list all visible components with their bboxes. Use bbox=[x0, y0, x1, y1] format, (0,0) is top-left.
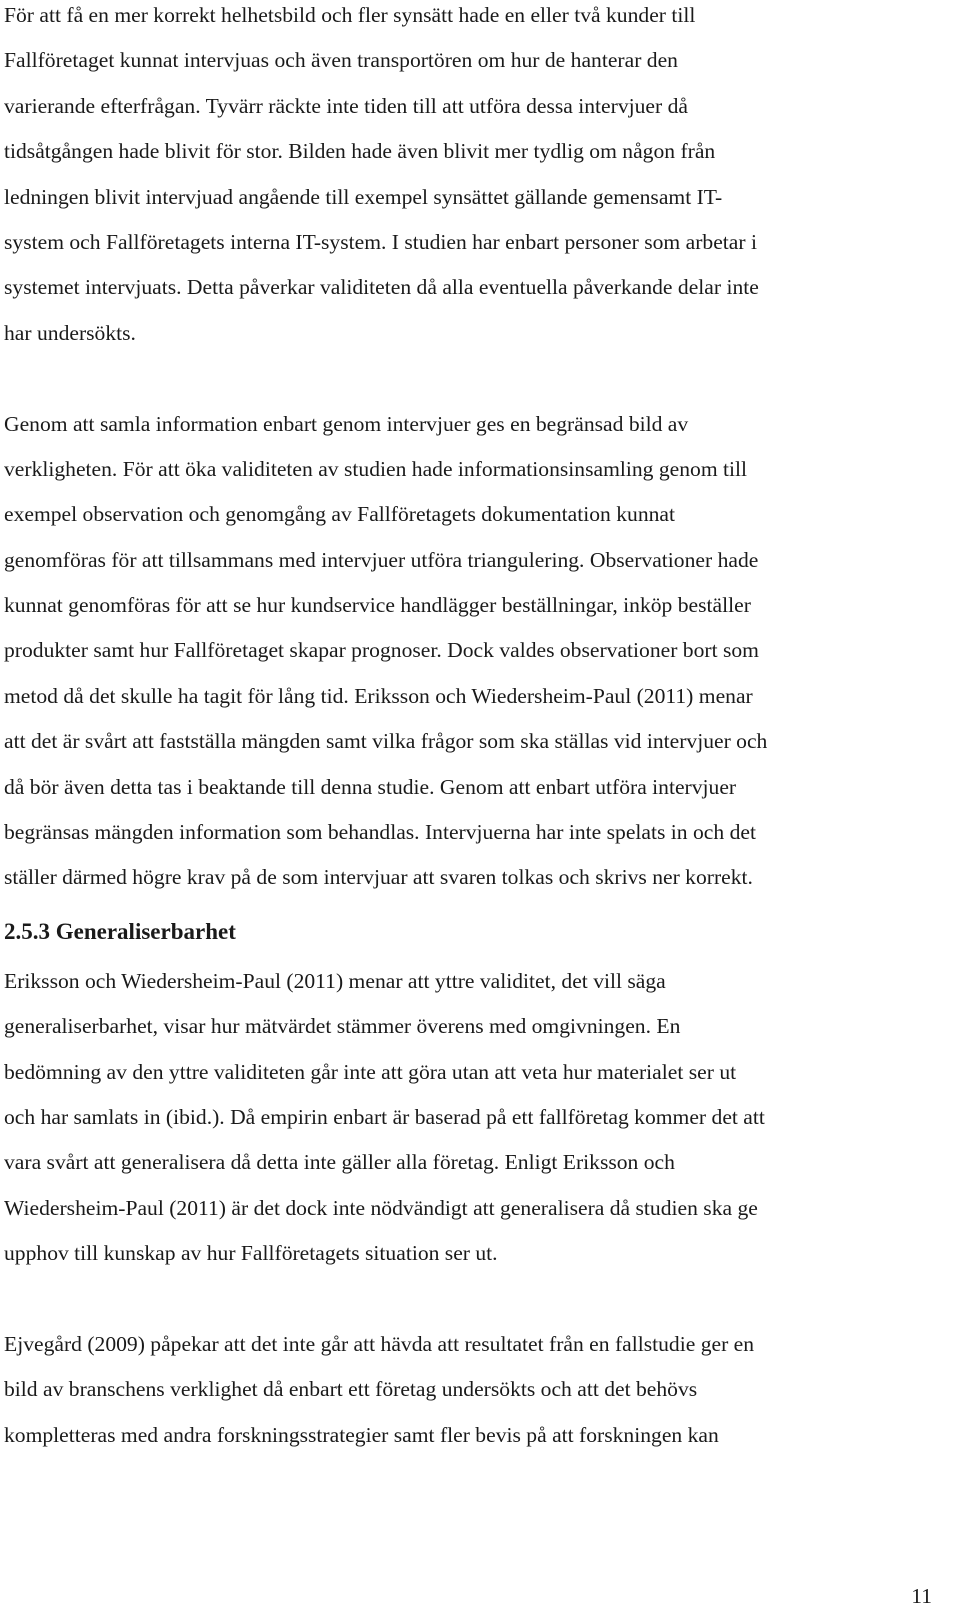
text-line: generaliserbarhet, visar hur mätvärdet stämmer överens med omgivningen. En bbox=[4, 1014, 681, 1039]
paragraph-spacer bbox=[4, 356, 940, 401]
body-paragraph-1 bbox=[4, 0, 940, 356]
text-line: då bör även detta tas i beaktande till denna studie. Genom att enbart utföra intervjuer bbox=[4, 774, 737, 799]
text-line: För att få en mer korrekt helhetsbild och fler synsätt hade en eller två kunder till bbox=[4, 3, 696, 27]
text-line: och har samlats in (ibid.). Då empirin enbart är baserad på ett fallföretag kommer det att bbox=[4, 1104, 765, 1129]
text-line: genomföras för att tillsammans med intervjuer utföra triangulering. Observationer hade bbox=[4, 547, 759, 572]
text-line: kunnat genomföras för att se hur kundservice handlägger beställningar, inköp beställer bbox=[4, 593, 751, 618]
text-line: vara svårt att generalisera då detta inte gäller alla företag. Enligt Eriksson och bbox=[4, 1150, 675, 1175]
body-paragraph-4 bbox=[4, 1322, 940, 1458]
body-paragraph-2 bbox=[4, 402, 940, 901]
text-line: begränsas mängden information som behandlas. Intervjuerna har inte spelats in och det bbox=[4, 820, 756, 845]
text-line: exempel observation och genomgång av Fallföretagets dokumentation kunnat bbox=[4, 502, 676, 527]
text-line: ställer därmed högre krav på de som intervjuar att svaren tolkas och skrivs ner korrekt. bbox=[4, 865, 753, 890]
page-number: 11 bbox=[911, 1584, 932, 1608]
text-line: varierande efterfrågan. Tyvärr räckte inte tiden till att utföra dessa intervjuer då bbox=[4, 93, 688, 118]
text-line: system och Fallföretagets interna IT-system. I studien har enbart personer som arbetar i bbox=[4, 229, 757, 254]
text-line: Eriksson och Wiedersheim-Paul (2011) menar att yttre validitet, det vill säga bbox=[4, 968, 666, 993]
text-line: Fallföretaget kunnat intervjuas och även transportören om hur de hanterar den bbox=[4, 48, 678, 73]
text-line: metod då det skulle ha tagit för lång tid. Eriksson och Wiedersheim-Paul (2011) menar bbox=[4, 683, 753, 708]
text-line: kompletteras med andra forskningsstrategier samt fler bevis på att forskningen kan bbox=[4, 1422, 719, 1447]
text-line: ledningen blivit intervjuad angående till exempel synsättet gällande gemensamt IT- bbox=[4, 184, 723, 209]
section-heading: 2.5.3 Generaliserbarhet bbox=[4, 918, 236, 944]
document-page bbox=[4, 0, 940, 1458]
text-line: Wiedersheim-Paul (2011) är det dock inte nödvändigt att generalisera då studien ska ge bbox=[4, 1195, 758, 1220]
text-line: Genom att samla information enbart genom intervjuer ges en begränsad bild av bbox=[4, 411, 689, 436]
paragraph-spacer bbox=[4, 1277, 940, 1322]
text-line: verkligheten. För att öka validiteten av studien hade informationsinsamling genom till bbox=[4, 456, 748, 481]
text-line: Ejvegård (2009) påpekar att det inte går att hävda att resultatet från en fallstudie ger en bbox=[4, 1331, 755, 1356]
text-line: har undersökts. bbox=[4, 320, 136, 345]
text-line: att det är svårt att fastställa mängden samt vilka frågor som ska ställas vid intervjuer och bbox=[4, 729, 768, 754]
text-line: produkter samt hur Fallföretaget skapar prognoser. Dock valdes observationer bort som bbox=[4, 638, 759, 663]
text-line: upphov till kunskap av hur Fallföretagets situation ser ut. bbox=[4, 1241, 498, 1266]
text-line: tidsåtgången hade blivit för stor. Bilden hade även blivit mer tydlig om någon från bbox=[4, 139, 716, 164]
text-line: bild av branschens verklighet då enbart ett företag undersökts och att det behövs bbox=[4, 1377, 698, 1402]
body-paragraph-3 bbox=[4, 959, 940, 1277]
text-line: systemet intervjuats. Detta påverkar validiteten då alla eventuella påverkande delar inte bbox=[4, 275, 759, 300]
text-line: bedömning av den yttre validiteten går inte att göra utan att veta hur materialet ser ut bbox=[4, 1059, 737, 1084]
